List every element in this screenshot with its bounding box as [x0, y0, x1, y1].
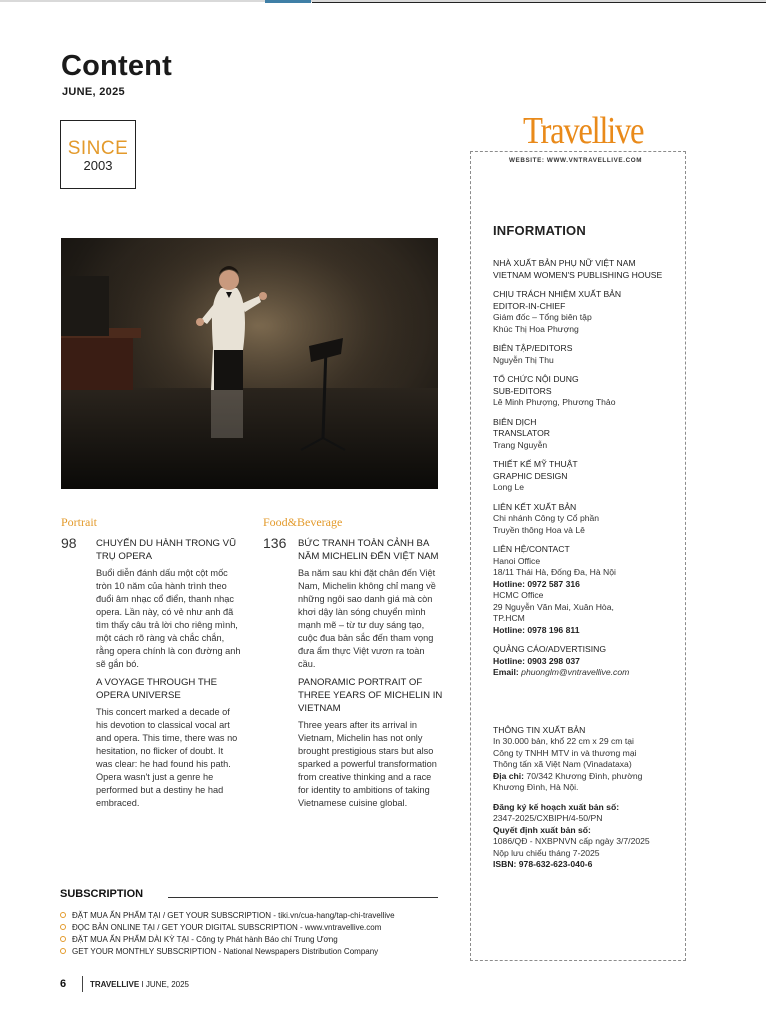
- since-word: SINCE: [67, 138, 129, 159]
- footer-issue: [90, 980, 189, 989]
- partner-block: LIÊN KẾT XUẤT BẢN Chi nhánh Công ty Cổ phần Truyền thông Hoa và Lê: [493, 501, 600, 535]
- top-rule: [312, 2, 766, 3]
- print-info-block: THÔNG TIN XUẤT BẢN In 30.000 bản, khổ 22 cm x 29 cm tại Công ty TNHH MTV in và thương mại Thông tấn xã Việt Nam (Vinadataxa) Địa chỉ: 70/342 Khương Đình, phường Khương Đình, Hà Nội.: [493, 724, 643, 792]
- article-category: Food&Beverage: [263, 515, 343, 529]
- subscription-item[interactable]: ĐỌC BẢN ONLINE TẠI / GET YOUR DIGITAL SUBSCRIPTION - www.vntravellive.com: [60, 922, 470, 934]
- editors-block: BIÊN TẬP/EDITORS Nguyễn Thị Thu: [493, 343, 573, 365]
- subscription-list: [60, 910, 470, 958]
- bullet-icon: [60, 948, 66, 954]
- footer-page-number: 6: [60, 978, 67, 990]
- article-body-en: This concert marked a decade of his devotion to classical vocal art and opera. This time, there was no hesitation, no flicker of doubt. It was clear: he had found his path. Opera wasn't just a genre he performed but a destiny he had embraced.: [96, 707, 238, 808]
- page-date: JUNE, 2025: [62, 86, 125, 98]
- information-title: INFORMATION: [493, 223, 586, 238]
- article-body-en: Three years after its arrival in Vietnam, Michelin has not only brought prestigious stars but also sparked a powerful transformation from creative thinking and a race for identity to ambitions of taking Vietnamese cuisine global.: [298, 720, 437, 808]
- registration-block: Đăng ký kế hoạch xuất bản số: 2347-2025/CXBIPH/4-50/PN Quyết định xuất bản số: 1086/QĐ - NXBPNVN cấp ngày 3/7/2025 Nộp lưu chiểu tháng 7-2025 ISBN: 978-632-623-040-6: [493, 801, 650, 869]
- translator-block: BIÊN DỊCH TRANSLATOR Trang Nguyễn: [493, 416, 550, 450]
- article-page-number: 98: [61, 535, 77, 551]
- subscription-item[interactable]: ĐẶT MUA ẤN PHẨM TẠI / GET YOUR SUBSCRIPTION - tiki.vn/cua-hang/tap-chi-travellive: [60, 910, 470, 922]
- article-category: Portrait: [61, 515, 97, 529]
- article-portrait: [61, 515, 241, 808]
- since-badge: [60, 120, 136, 189]
- footer-brand: TRAVELLIVE: [90, 980, 140, 989]
- footer-date: I JUNE, 2025: [141, 980, 189, 989]
- article-body-vi: Ba năm sau khi đặt chân đến Việt Nam, Michelin không chỉ mang về những ngôi sao danh giá mà còn khơi dậy làn sóng chuyển mình mạnh mẽ – từ tư duy sáng tạo, cuộc đua bản sắc đến tham vọng đưa ẩm thực Việt vươn ra toàn cầu.: [298, 568, 436, 669]
- editor-in-chief-block: CHỊU TRÁCH NHIỆM XUẤT BẢN EDITOR-IN-CHIEF Giám đốc – Tổng biên tập Khúc Thị Hoa Phượng: [493, 289, 622, 334]
- publisher-block: NHÀ XUẤT BẢN PHỤ NỮ VIỆT NAM VIETNAM WOMEN'S PUBLISHING HOUSE: [493, 258, 663, 280]
- article-headline-en: PANORAMIC PORTRAIT OF THREE YEARS OF MICHELIN IN VIETNAM: [298, 677, 443, 714]
- article-body-vi: Buổi diễn đánh dấu một cột mốc tròn 10 năm của hành trình theo đuổi âm nhạc cổ điển, thanh nhạc opera. Lần này, có vẻ như anh đã tìm thấy câu trả lời cho riêng mình, một cách rõ ràng và chắc chắn, rằng opera chính là con đường anh sẽ gắn bó.: [96, 568, 241, 669]
- travellive-logo: Travellive: [523, 110, 644, 152]
- website-url[interactable]: WEBSITE: WWW.VNTRAVELLIVE.COM: [509, 157, 643, 164]
- bullet-icon: [60, 912, 66, 918]
- sub-editors-block: TỔ CHỨC NỘI DUNG SUB-EDITORS Lê Minh Phượng, Phương Thảo: [493, 374, 616, 407]
- contact-block: LIÊN HỆ/CONTACT Hanoi Office 18/11 Thái Hà, Đống Đa, Hà Nội Hotline: 0972 587 316 HCMC Office 29 Nguyễn Văn Mai, Xuân Hòa, TP.HCM Hotline: 0978 196 811: [493, 544, 616, 635]
- subscription-item[interactable]: GET YOUR MONTHLY SUBSCRIPTION - National Newspapers Distribution Company: [60, 946, 470, 958]
- subscription-title: SUBSCRIPTION: [60, 888, 144, 900]
- subscription-item[interactable]: ĐẶT MUA ẤN PHẨM DÀI KỲ TẠI - Công ty Phát hành Báo chí Trung Ương: [60, 934, 470, 946]
- article-food-beverage: [263, 515, 443, 808]
- article-headline-en: A VOYAGE THROUGH THE OPERA UNIVERSE: [96, 677, 218, 701]
- subscription-rule: [168, 897, 438, 898]
- email-link[interactable]: phuonglm@vntravellive.com: [518, 667, 630, 677]
- hero-image: [61, 238, 438, 489]
- article-headline-vi: BỨC TRANH TOÀN CẢNH BA NĂM MICHELIN ĐẾN VIỆT NAM: [298, 538, 439, 562]
- graphic-design-block: THIẾT KẾ MỸ THUẬT GRAPHIC DESIGN Long Le: [493, 459, 578, 492]
- bullet-icon: [60, 924, 66, 930]
- page-title: Content: [61, 50, 172, 82]
- opera-singer-illustration: [61, 238, 438, 489]
- advertising-block: QUẢNG CÁO/ADVERTISING Hotline: 0903 298 037 Email: phuonglm@vntravellive.com: [493, 644, 630, 677]
- since-year: 2003: [83, 158, 113, 173]
- article-headline-vi: CHUYẾN DU HÀNH TRONG VŨ TRỤ OPERA: [96, 538, 237, 562]
- article-page-number: 136: [263, 535, 287, 551]
- footer-separator: [82, 976, 83, 992]
- information-content: [493, 223, 683, 879]
- bullet-icon: [60, 936, 66, 942]
- top-bar-accent: [265, 0, 311, 3]
